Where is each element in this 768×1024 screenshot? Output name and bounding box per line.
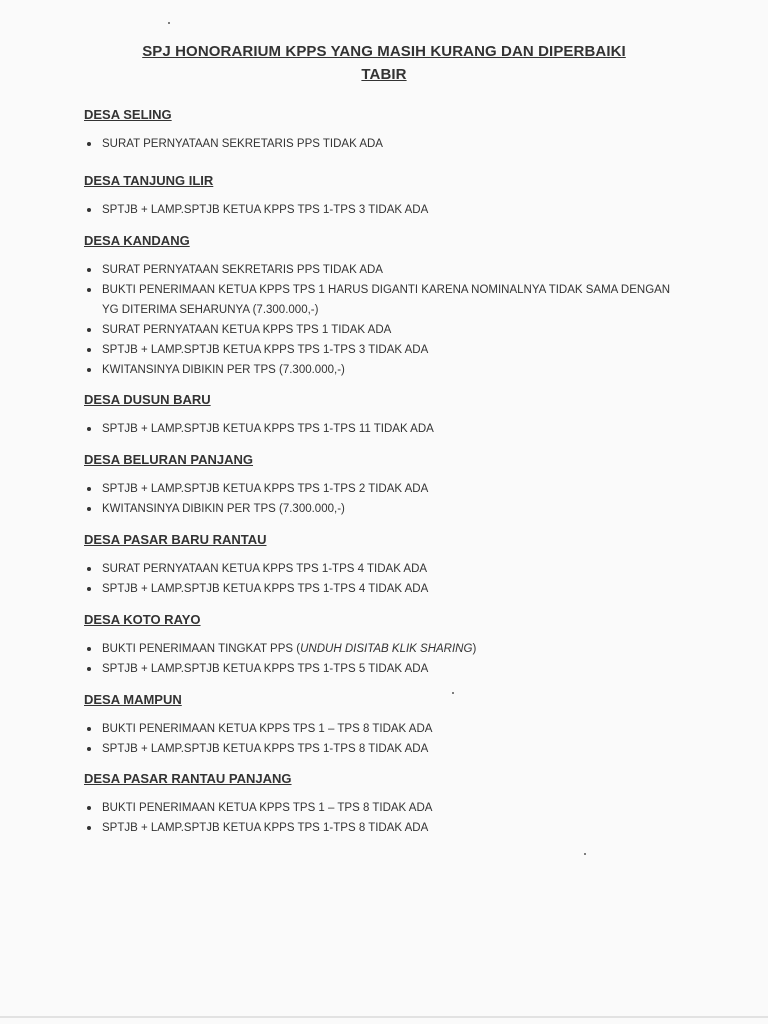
scan-speck [584,853,586,855]
item-list [84,559,704,599]
list-item: KWITANSINYA DIBIKIN PER TPS (7.300.000,-) [84,499,687,519]
item-list [84,134,704,154]
list-item: BUKTI PENERIMAAN KETUA KPPS TPS 1 – TPS 8 TIDAK ADA [84,719,687,739]
section-heading: DESA DUSUN BARU [84,392,211,407]
list-item: SPTJB + LAMP.SPTJB KETUA KPPS TPS 1-TPS 5 TIDAK ADA [84,659,687,679]
section-heading: DESA PASAR BARU RANTAU [84,532,267,547]
list-item: SURAT PERNYATAAN KETUA KPPS TPS 1 TIDAK ADA [84,320,687,340]
item-list [84,719,704,759]
section-heading: DESA PASAR RANTAU PANJANG [84,771,292,786]
scan-speck [168,22,170,24]
list-item: SPTJB + LAMP.SPTJB KETUA KPPS TPS 1-TPS 8 TIDAK ADA [84,818,687,838]
section-desa-dusun-baru [84,391,704,439]
list-item: BUKTI PENERIMAAN KETUA KPPS TPS 1 HARUS DIGANTI KARENA NOMINALNYA TIDAK SAMA DENGAN YG DITERIMA SEHARUNYA (7.300.000,-) [84,280,687,320]
list-item: SPTJB + LAMP.SPTJB KETUA KPPS TPS 1-TPS 2 TIDAK ADA [84,479,687,499]
section-desa-pasar-rantau-panjang [84,770,704,838]
section-desa-koto-rayo [84,611,704,679]
section-heading: DESA KANDANG [84,233,190,248]
section-desa-beluran-panjang [84,451,704,519]
list-item [84,639,687,659]
list-item: SPTJB + LAMP.SPTJB KETUA KPPS TPS 1-TPS 8 TIDAK ADA [84,739,687,759]
section-desa-seling [84,106,704,154]
list-item-text-end: ) [472,643,477,655]
document-title-line-1: SPJ HONORARIUM KPPS YANG MASIH KURANG DAN DIPERBAIKI [142,43,626,60]
list-item: SURAT PERNYATAAN SEKRETARIS PPS TIDAK ADA [84,260,687,280]
scan-edge [0,1016,768,1018]
list-item: SURAT PERNYATAAN SEKRETARIS PPS TIDAK ADA [84,134,687,154]
item-list [84,798,704,838]
item-list [84,260,704,380]
section-heading: DESA MAMPUN [84,692,182,707]
list-item: SPTJB + LAMP.SPTJB KETUA KPPS TPS 1-TPS 3 TIDAK ADA [84,200,687,220]
list-item: SURAT PERNYATAAN KETUA KPPS TPS 1-TPS 4 TIDAK ADA [84,559,687,579]
document-title-line-2: TABIR [361,66,407,83]
list-item: SPTJB + LAMP.SPTJB KETUA KPPS TPS 1-TPS 3 TIDAK ADA [84,340,687,360]
section-desa-kandang [84,232,704,380]
item-list [84,639,704,679]
section-desa-pasar-baru-rantau [84,531,704,599]
section-heading: DESA TANJUNG ILIR [84,173,214,188]
list-item-italic-note: UNDUH DISITAB KLIK SHARING [300,643,473,655]
section-desa-mampun [84,691,704,759]
section-heading: DESA SELING [84,107,172,122]
list-item: KWITANSINYA DIBIKIN PER TPS (7.300.000,-) [84,360,687,380]
item-list [84,419,704,439]
section-desa-tanjung-ilir [84,172,704,220]
list-item-text: BUKTI PENERIMAAN TINGKAT PPS ( [102,643,301,655]
section-heading: DESA KOTO RAYO [84,612,201,627]
list-item: SPTJB + LAMP.SPTJB KETUA KPPS TPS 1-TPS 4 TIDAK ADA [84,579,687,599]
item-list [84,479,704,519]
document-title [84,40,684,86]
list-item: SPTJB + LAMP.SPTJB KETUA KPPS TPS 1-TPS 11 TIDAK ADA [84,419,687,439]
list-item: BUKTI PENERIMAAN KETUA KPPS TPS 1 – TPS 8 TIDAK ADA [84,798,687,818]
section-heading: DESA BELURAN PANJANG [84,452,254,467]
item-list [84,200,704,220]
